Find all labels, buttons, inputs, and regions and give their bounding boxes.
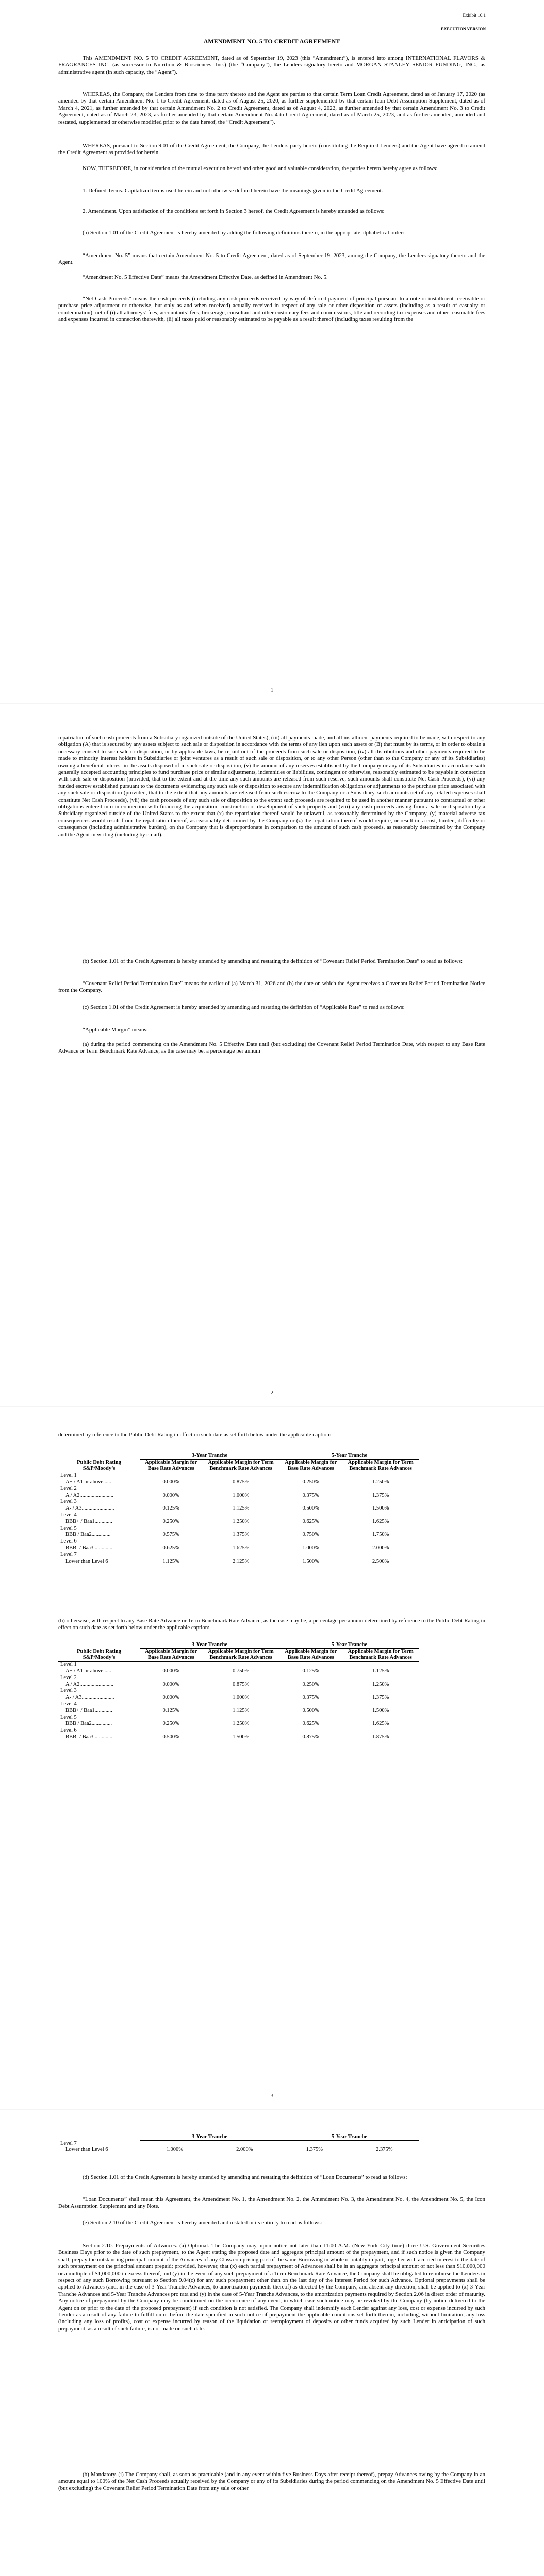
margin-value: 1.625%	[232, 1545, 250, 1551]
level-label: Level 1	[60, 1662, 77, 1668]
section-2c-paragraph: (c) Section 1.01 of the Credit Agreement is hereby amended by amending and restating the definition of “Applicable Rate” to read as follows:	[83, 1004, 405, 1010]
rating-label: A / A2.........................	[65, 1492, 114, 1498]
document-title: AMENDMENT NO. 5 TO CREDIT AGREEMENT	[203, 38, 340, 45]
rating-label: A- / A3........................	[65, 1505, 114, 1512]
rating-label: BBB- / Baa3..............	[65, 1545, 112, 1551]
base-rate-column-header: Applicable Margin for Base Rate Advances	[140, 1649, 202, 1662]
table-row	[58, 1721, 419, 1727]
table-row-level	[58, 2141, 419, 2147]
rating-label: Lower than Level 6	[65, 2147, 108, 2153]
table-row-level	[58, 1688, 419, 1694]
margin-value: 0.000%	[162, 1492, 179, 1498]
level-label: Level 7	[60, 1551, 77, 1557]
level-label: Level 4	[60, 1701, 77, 1707]
table-row	[58, 1708, 419, 1715]
definition-amendment-no-5: “Amendment No. 5” means that certain Amendment No. 5 to Credit Agreement, dated as of September 19, 2023, among the Company, the Lenders signatory thereto and the Agent.	[58, 252, 485, 266]
margin-value: 1.500%	[372, 1707, 389, 1714]
level-label: Level 7	[60, 2140, 77, 2146]
margin-value: 0.125%	[162, 1707, 179, 1714]
definition-net-cash-proceeds: “Net Cash Proceeds” means the cash proceeds (including any cash proceeds received by way of deferred payment of principal pursuant to a note or installment receivable or purchase price adjustment or otherwise, but only as and when received) actually received in respect of any sale or other disposition of assets (including as a result of casualty or condemnation), net of (i) all attorneys’ fees, accountants’ fees, brokerage, consultant and other customary fees and commissions, title and recording tax expenses and other reasonable fees and expenses incurred in connection therewith, (ii) all taxes paid or reasonably estimated to be payable as a result thereof (including taxes resulting from the	[58, 296, 485, 323]
margin-value: 0.000%	[162, 1694, 179, 1701]
page-separator	[0, 1406, 544, 1407]
section-2-amendment: 2. Amendment. Upon satisfaction of the conditions set forth in Section 3 hereof, the Credit Agreement is hereby amended as follows:	[83, 208, 385, 214]
margin-value: 2.000%	[236, 2147, 253, 2153]
margin-value: 0.250%	[302, 1479, 319, 1485]
definition-amendment-no-5-effective-date: “Amendment No. 5 Effective Date” means the Amendment Effective Date, as defined in Amendment No. 5.	[83, 274, 328, 280]
margin-value: 1.125%	[232, 1505, 250, 1512]
level-label: Level 5	[60, 1525, 77, 1531]
tranche-5-header: 5-Year Tranche	[279, 1642, 419, 1649]
table-row	[58, 1505, 419, 1512]
margin-value: 1.375%	[232, 1532, 250, 1538]
table-row	[58, 1532, 419, 1538]
exhibit-header	[441, 13, 486, 32]
table-row	[58, 1558, 419, 1565]
table-row-level	[58, 1486, 419, 1493]
level-label: Level 5	[60, 1714, 77, 1720]
margin-value: 0.000%	[162, 1668, 179, 1674]
term-benchmark-column-header: Applicable Margin for Term Benchmark Rate Advances	[342, 1460, 419, 1472]
table-row	[58, 1694, 419, 1701]
tranche-5-header: 5-Year Tranche	[279, 2134, 419, 2141]
intro-paragraph: This AMENDMENT NO. 5 TO CREDIT AGREEMENT, dated as of September 19, 2023 (this “Amendment”), is entered into among INTERNATIONAL FLAVORS & FRAGRANCES INC. (as successor to Nutrition & Biosciences, Inc.) (the “Company”), the Lenders signatory hereto and MORGAN STANLEY SENIOR FUNDING, INC., as administrative agent (in such capacity, the “Agent”).	[58, 55, 485, 75]
applicable-margin-clause-a: (a) during the period commencing on the Amendment No. 5 Effective Date until (but excluding) the Covenant Relief Period Termination Date, with respect to any Base Rate Advance or Term Benchmark Rate Advance, as the case may be, a percentage per annum	[58, 1041, 485, 1055]
margin-value: 0.250%	[162, 1721, 179, 1727]
margin-value: 1.250%	[232, 1721, 250, 1727]
table-row	[58, 1734, 419, 1741]
now-therefore-paragraph: NOW, THEREFORE, in consideration of the mutual execution hereof and other good and valuable consideration, the parties hereto hereby agree as follows:	[83, 165, 438, 172]
rating-label: BBB- / Baa3..............	[65, 1734, 112, 1740]
margin-value: 1.000%	[302, 1545, 319, 1551]
margin-value: 0.375%	[302, 1694, 319, 1701]
table-row-level	[58, 1538, 419, 1545]
margin-value: 1.500%	[302, 1558, 319, 1564]
section-2d-paragraph: (d) Section 1.01 of the Credit Agreement is hereby amended by amending and restating the definition of “Loan Documents” to read as follows:	[83, 2174, 407, 2180]
margin-value: 1.250%	[372, 1479, 389, 1485]
term-benchmark-column-header: Applicable Margin for Term Benchmark Rate Advances	[202, 1649, 279, 1662]
term-benchmark-column-header: Applicable Margin for Term Benchmark Rate Advances	[342, 1649, 419, 1662]
section-2e-paragraph: (e) Section 2.10 of the Credit Agreement is hereby amended and restated in its entirety to read as follows:	[83, 2219, 322, 2226]
table-row-level	[58, 1472, 419, 1479]
level-label: Level 3	[60, 1499, 77, 1505]
margin-value: 1.375%	[306, 2147, 323, 2153]
table-row	[58, 1682, 419, 1688]
applicable-margin-heading: “Applicable Margin” means:	[83, 1027, 148, 1033]
tranche-3-header: 3-Year Tranche	[140, 2134, 279, 2141]
base-rate-column-header: Applicable Margin for Base Rate Advances	[279, 1649, 342, 1662]
rating-column-header: Public Debt Rating S&P/Moody’s	[58, 1649, 140, 1662]
rating-label: A- / A3........................	[65, 1694, 114, 1701]
section-1-defined-terms: 1. Defined Terms. Capitalized terms used herein and not otherwise defined herein have the meanings given in the Credit Agreement.	[83, 188, 383, 194]
margin-value: 1.500%	[372, 1505, 389, 1512]
table-row	[58, 1479, 419, 1486]
margin-value: 1.875%	[372, 1734, 389, 1740]
exhibit-label: Exhibit 10.1	[463, 13, 486, 18]
table-row-level	[58, 1675, 419, 1682]
table-row	[58, 1519, 419, 1526]
margin-value: 1.250%	[372, 1681, 389, 1687]
level-label: Level 6	[60, 1727, 77, 1734]
margin-value: 0.625%	[302, 1518, 319, 1524]
applicable-margin-table-b	[58, 1642, 419, 1741]
whereas-paragraph-1: WHEREAS, the Company, the Lenders from time to time party thereto and the Agent are parties to that certain Term Loan Credit Agreement, dated as of January 17, 2020 (as amended by that certain Amendment No. 1 to Credit Agreement, dated as of August 25, 2020, as further supplemented by that certain Icon Debt Assumption Supplement, dated as of March 4, 2021, as further amended by that certain Amendment No. 2 to Credit Agreement, dated as of August 4, 2022, as further amended by that certain Amendment No. 3 to Credit Agreement, dated as of March 23, 2023, as further amended by that certain Amendment No. 4 to Credit Agreement, dated as of March 25, 2023, and as further amended, amended and restated, supplemented or otherwise modified prior to the date hereof, the “Credit Agreement”).	[58, 91, 485, 125]
margin-value: 1.750%	[372, 1532, 389, 1538]
margin-value: 0.500%	[162, 1734, 179, 1740]
table-row-level	[58, 1662, 419, 1668]
base-rate-column-header: Applicable Margin for Base Rate Advances	[140, 1460, 202, 1472]
table-row-level	[58, 1715, 419, 1721]
margin-value: 0.625%	[302, 1721, 319, 1727]
margin-value: 2.000%	[372, 1545, 389, 1551]
margin-value: 1.000%	[166, 2147, 183, 2153]
margin-value: 0.575%	[162, 1532, 179, 1538]
margin-value: 0.750%	[232, 1668, 250, 1674]
rating-column-header: Public Debt Rating S&P/Moody’s	[58, 1460, 140, 1472]
section-2-10-prepayments: Section 2.10. Prepayments of Advances. (a) Optional. The Company may, upon notice not later than 11:00 A.M. (New York City time) three U.S. Government Securities Business Days prior to the date of such prepayment, to the Agent stating the proposed date and aggregate principal amount of the prepayment, and if such notice is given the Company shall, prepay the outstanding principal amount of the Advances of any Class comprising part of the same Borrowing in whole or ratably in part, together with accrued interest to the date of such prepayment on the principal amount prepaid; provided, however, that (x) each partial prepayment of Advances shall be in an aggregate principal amount of not less than $10,000,000 or a multiple of $1,000,000 in excess thereof, and (y) in the event of any such prepayment of a Term Benchmark Rate Advance, the Company shall be obligated to reimburse the Lenders in respect of any such Borrowing pursuant to Section 9.04(c) for any such prepayment other than on the last day of the Interest Period for such Advance. Optional prepayments shall be applied to Advances (and, in the case of 3-Year Tranche Advances, to amortization payments thereof) as directed by the Company, and absent any direction, shall be applied to (x) 3-Year Tranche Advances and 5-Year Tranche Advances pro rata and (y) in the case of 5-Year Tranche Advances, to the amortization payments required by Section 2.06 in direct order of maturity. Any notice of prepayment by the Company may be conditioned on the occurrence of any event, in which case such notice may be revoked by the Company (by notice delivered to the Agent on or prior to the date of the proposed prepayment) if such condition is not satisfied. The Company shall indemnify each Lender against any loss, cost or expense incurred by such Lender as a result of any failure to fulfill on or before the date specified in such notice of prepayment the applicable conditions set forth therein, including, without limitation, any loss (including any loss of profits), cost or expense incurred by reason of the liquidation or reemployment of deposits or other funds acquired by such Lender in anticipation of such prepayment, as a result of such failure, is not made on such date.	[58, 2243, 485, 2332]
table-row	[58, 1545, 419, 1552]
section-2-10-mandatory: (b) Mandatory. (i) The Company shall, as soon as practicable (and in any event within five Business Days after receipt thereof), prepay Advances owing by the Company in an amount equal to 100% of the Net Cash Proceeds actually received by the Company or any of its Subsidiaries during the period commencing on the Amendment No. 5 Effective Date until (but excluding) the Covenant Relief Period Termination Date from any sale or other	[58, 2471, 485, 2492]
margin-value: 1.125%	[232, 1707, 250, 1714]
base-rate-column-header: Applicable Margin for Base Rate Advances	[279, 1460, 342, 1472]
rating-label: BBB+ / Baa1.............	[65, 1518, 112, 1524]
table-row-level	[58, 1701, 419, 1708]
applicable-margin-clause-b: (b) otherwise, with respect to any Base Rate Advance or Term Benchmark Rate Advance, as the case may be, a percentage per annum determined by reference to the Public Debt Rating in effect on such date as set forth below under the applicable caption:	[58, 1618, 485, 1631]
rating-label: A / A2.........................	[65, 1681, 114, 1687]
table-row-level	[58, 1552, 419, 1558]
page-separator	[0, 703, 544, 704]
margin-value: 1.250%	[232, 1518, 250, 1524]
margin-value: 1.375%	[372, 1694, 389, 1701]
margin-value: 0.625%	[162, 1545, 179, 1551]
page-separator	[0, 2109, 544, 2110]
level-label: Level 2	[60, 1485, 77, 1492]
tranche-3-header: 3-Year Tranche	[140, 1642, 279, 1649]
margin-value: 0.125%	[302, 1668, 319, 1674]
whereas-paragraph-2: WHEREAS, pursuant to Section 9.01 of the Credit Agreement, the Company, the Lenders party hereto (constituting the Required Lenders) and the Agent have agreed to amend the Credit Agreement as provided for herein.	[58, 143, 485, 156]
margin-value: 0.250%	[162, 1518, 179, 1524]
rating-label: BBB / Baa2...............	[65, 1721, 112, 1727]
rating-label: A+ / A1 or above......	[65, 1479, 111, 1485]
margin-value: 0.500%	[302, 1505, 319, 1512]
level-label: Level 1	[60, 1472, 77, 1479]
applicable-margin-continued: determined by reference to the Public Debt Rating in effect on such date as set forth below under the applicable caption:	[58, 1432, 331, 1438]
margin-value: 0.375%	[302, 1492, 319, 1498]
table-row-level	[58, 1727, 419, 1734]
net-cash-proceeds-continued: repatriation of such cash proceeds from a Subsidiary organized outside of the United States), (iii) all payments made, and all installment payments required to be made, with respect to any obligation (A) that is secured by any assets subject to such sale or disposition in accordance with the terms of any lien upon such assets or (B) that must by its terms, or in order to obtain a necessary consent to such sale or disposition, or by applicable laws, be repaid out of the proceeds from such sale or disposition, (iv) all distributions and other payments required to be made to minority interest holders in Subsidiaries or joint ventures as a result of such sale or disposition, or to any other Person (other than to the Company or any of its Subsidiaries) owning a beneficial interest in the assets disposed of in such sale or disposition, (v) the amount of any reserves established by the Company or any of its Subsidiaries in accordance with generally accepted accounting principles to fund purchase price or similar adjustments, indemnities or liabilities, contingent or otherwise, reasonably estimated to be payable in connection with such sale or disposition (provided, that to the extent and at the time any such amounts are released from such reserve, such amounts shall constitute Net Cash Proceeds), (vi) any funded escrow established pursuant to the documents evidencing any such sale or disposition to secure any indemnification obligations or adjustments to the purchase price associated with any such sale or disposition (provided, that to the extent that any amounts are released from such escrow to the Company or a Subsidiary, such amounts net of any related expenses shall constitute Net Cash Proceeds), (vii) the cash proceeds of any such sale or disposition to the extent such proceeds are required to be used in another manner pursuant to contractual or other obligations entered into in connection with financing the acquisition, construction or development of such property and (viii) any cash proceeds arising from a sale or disposition by a Subsidiary organized outside of the United States to the extent that (x) the repatriation thereof would be unlawful, as reasonably determined by the Company, (y) material adverse tax consequences would result from the repatriation thereof, as reasonably determined by the Company or (z) the repatriation thereof would require, or result in, a cost, burden, difficulty or consequence (including administrative burden), on the Company that is disproportionate in comparison to the amount of such cash proceeds, as reasonably determined by the Company and the Agent in writing (including by email).	[58, 735, 485, 838]
margin-value: 0.250%	[302, 1681, 319, 1687]
definition-loan-documents: “Loan Documents” shall mean this Agreement, the Amendment No. 1, the Amendment No. 2, the Amendment No. 3, the Amendment No. 4, the Amendment No. 5, the Icon Debt Assumption Supplement and any Note.	[58, 2196, 485, 2210]
margin-value: 1.000%	[232, 1492, 250, 1498]
level-label: Level 6	[60, 1538, 77, 1545]
margin-value: 1.500%	[232, 1734, 250, 1740]
margin-value: 0.125%	[162, 1505, 179, 1512]
margin-value: 1.125%	[162, 1558, 179, 1564]
section-2a-paragraph: (a) Section 1.01 of the Credit Agreement is hereby amended by adding the following definitions thereto, in the appropriate alphabetical order:	[83, 230, 404, 236]
margin-value: 1.000%	[232, 1694, 250, 1701]
margin-value: 0.875%	[302, 1734, 319, 1740]
applicable-margin-table-a	[58, 1453, 419, 1565]
margin-value: 2.375%	[376, 2147, 393, 2153]
margin-value: 1.625%	[372, 1721, 389, 1727]
page-number: 3	[270, 2093, 274, 2099]
section-2b-paragraph: (b) Section 1.01 of the Credit Agreement is hereby amended by amending and restating the definition of “Covenant Relief Period Termination Date” to read as follows:	[83, 958, 463, 964]
margin-value: 0.750%	[302, 1532, 319, 1538]
page-number: 1	[270, 687, 274, 693]
margin-value: 0.875%	[232, 1479, 250, 1485]
margin-value: 1.125%	[372, 1668, 389, 1674]
level-label: Level 2	[60, 1674, 77, 1681]
table-row-level	[58, 1512, 419, 1519]
margin-value: 0.500%	[302, 1707, 319, 1714]
rating-label: A+ / A1 or above......	[65, 1668, 111, 1674]
margin-value: 0.000%	[162, 1681, 179, 1687]
table-row	[58, 1668, 419, 1675]
margin-value: 0.000%	[162, 1479, 179, 1485]
table-row-level	[58, 1526, 419, 1532]
table-row	[58, 2147, 419, 2154]
page-number: 2	[270, 1389, 274, 1396]
tranche-5-header: 5-Year Tranche	[279, 1453, 419, 1460]
rating-label: BBB+ / Baa1.............	[65, 1707, 112, 1714]
level-label: Level 3	[60, 1688, 77, 1694]
term-benchmark-column-header: Applicable Margin for Term Benchmark Rate Advances	[202, 1460, 279, 1472]
table-row	[58, 1493, 419, 1499]
margin-value: 2.125%	[232, 1558, 250, 1564]
execution-version-label: EXECUTION VERSION	[441, 26, 486, 31]
margin-value: 0.875%	[232, 1681, 250, 1687]
margin-value: 1.625%	[372, 1518, 389, 1524]
rating-label: BBB / Baa2..............	[65, 1532, 111, 1538]
level-label: Level 4	[60, 1512, 77, 1518]
table-row-level	[58, 1499, 419, 1505]
definition-covenant-relief-termination: “Covenant Relief Period Termination Date” means the earlier of (a) March 31, 2026 and (b) the date on which the Agent receives a Covenant Relief Period Termination Notice from the Company.	[58, 980, 485, 994]
margin-value: 2.500%	[372, 1558, 389, 1564]
rating-label: Lower than Level 6	[65, 1558, 108, 1564]
tranche-3-header: 3-Year Tranche	[140, 1453, 279, 1460]
applicable-margin-table-b-continued	[58, 2134, 419, 2154]
margin-value: 1.375%	[372, 1492, 389, 1498]
